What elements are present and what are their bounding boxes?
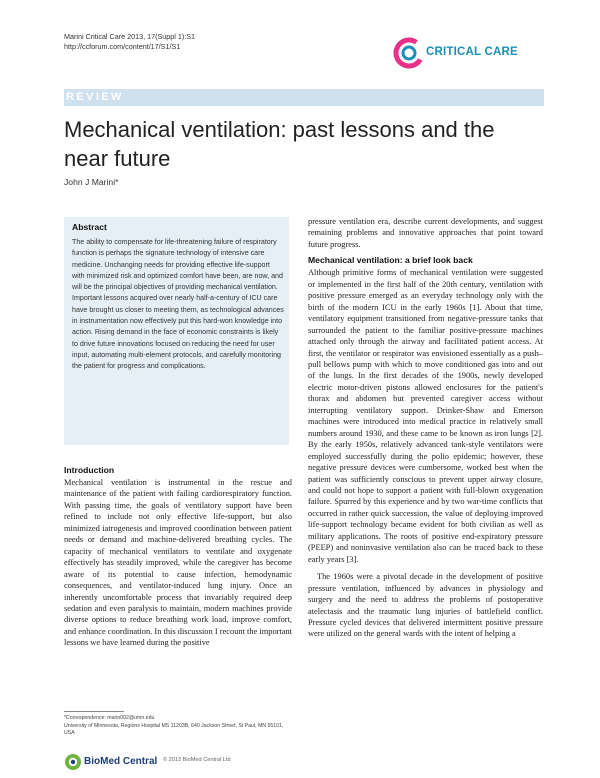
journal-logo bbox=[393, 36, 543, 76]
body-paragraph: Although primitive forms of mechanical ventilation were suggested or implemented in the first half of the 20th century, ventilation with positive pressure emerged as an everyday technology only with the birth of the modern ICU in the early 1960s [1]. About that time, ventilatory equipment transitioned from negative-pressure tanks that surrounded the patient to the familiar positive-pressure machines attached only through the airway and facilitated patient access. At first, the ventilator or respirator was envisioned essentially as a push–pull bellows pump with which to move conditioned gas into and out of the lungs. In the first decades of the 1900s, newly developed electric motor-driven pistons allowed enclosures for the patient's thorax and abdomen but prevented caregiver access without interrupting ventilatory support. Drinker-Shaw and Emerson machines were introduced into medical practice in relatively small numbers around 1930, and these came to be known as iron lungs [2]. By the early 1950s, relatively advanced tank-style ventilators were employed successfully during the polio epidemic; however, these negative pressure devices were cumbersome, worked best when the patient was sufficiently conscious to prevent upper airway closure, and could not hope to support a patient with full-blown oxygenation failure. Spurred by this experience and by two war-time conflicts that occurred in rather quick succession, the value of deploying improved life-support technology became evident for both civilian as well as military applications. The roots of positive end-expiratory pressure (PEEP) and noninvasive ventilation also can be traced back to these early years [3]. bbox=[308, 268, 543, 564]
citation-url[interactable]: http://ccforum.com/content/17/S1/S1 bbox=[64, 42, 181, 51]
publisher-logo-mark-icon bbox=[64, 753, 82, 771]
footnote bbox=[64, 715, 294, 738]
footnote-divider bbox=[64, 711, 124, 712]
abstract-box bbox=[64, 217, 289, 445]
author-affiliation: University of Minnesota, Regions Hospital MS 11203B, 640 Jackson Street, St Paul, MN 55101, USA bbox=[64, 722, 284, 737]
abstract-text: The ability to compensate for life-threatening failure of respiratory function is perhaps the signature technology of intensive care medicine. Unchanging needs for providing effective life-support with minimized risk and optimized comfort have been, are now, and will be the principal objectives of providing mechanical ventilation. Important lessons acquired over nearly half-a-century of ICU care have brought us closer to meeting them, as technological advances in instrumentation now effectively put this hard-won knowledge into action. Rising demand in the face of economic constraints is likely to drive future innovations focused on reducing the need for user input, automating multi-element protocols, and carefully monitoring the patient for progress and complications. bbox=[72, 238, 284, 371]
journal-logo-text: CRITICAL CARE bbox=[426, 46, 518, 58]
section-heading: Mechanical ventilation: a brief look back bbox=[308, 255, 473, 266]
correspondence-email[interactable]: *Correspondence: marin002@umn.edu bbox=[64, 715, 155, 721]
journal-logo-mark-icon bbox=[393, 36, 425, 70]
right-column bbox=[308, 216, 543, 640]
publisher-logo-text: BioMed Central bbox=[84, 756, 158, 767]
citation-line: Marini Critical Care 2013, 17(Suppl 1):S1 bbox=[64, 32, 196, 41]
article-type-band bbox=[64, 89, 544, 106]
article-author: John J Marini* bbox=[64, 177, 119, 187]
article-citation bbox=[64, 32, 195, 52]
continuation-paragraph: pressure ventilation era, describe current developments, and suggest remaining problems and innovative approaches that point toward future progress. bbox=[308, 217, 543, 249]
introduction-heading: Introduction bbox=[64, 465, 115, 475]
article-title: Mechanical ventilation: past lessons and the near future bbox=[64, 117, 495, 171]
abstract-heading: Abstract bbox=[72, 222, 107, 232]
body-paragraph: The 1960s were a pivotal decade in the development of positive pressure ventilation, influenced by advances in physiology and surgery and the need to address the problems of postoperative atelectasis and the traumatic lung injuries of battlefield conflict. Pressure cycled devices that delivered intermittent positive pressure were utilized on the general wards with the intent of helping a bbox=[308, 572, 543, 639]
introduction-text: Mechanical ventilation is instrumental in the rescue and maintenance of the patient with failing cardiorespiratory function. With passing time, the goals of ventilatory support have been refined to include not only effective life-support, but also minimized iatrogenesis and improved coordination between patient needs or demand and machine-delivered breathing cycles. The capacity of mechanical ventilators to ventilate and oxygenate effectively has steadily improved, while the caregiver has become aware of its potential to cause infection, hemodynamic consequences, and ventilator-induced lung injury. Once an inherently uncomfortable process that invariably required deep sedation and even paralysis to maintain, modern machines provide diverse options to reduce breathing work load, improve comfort, and enhance coordination. In this discussion I recount the important lessons we have learned during the positive bbox=[64, 478, 292, 648]
copyright-notice: © 2013 BioMed Central Ltd bbox=[163, 757, 231, 763]
article-type-label: REVIEW bbox=[66, 91, 124, 103]
